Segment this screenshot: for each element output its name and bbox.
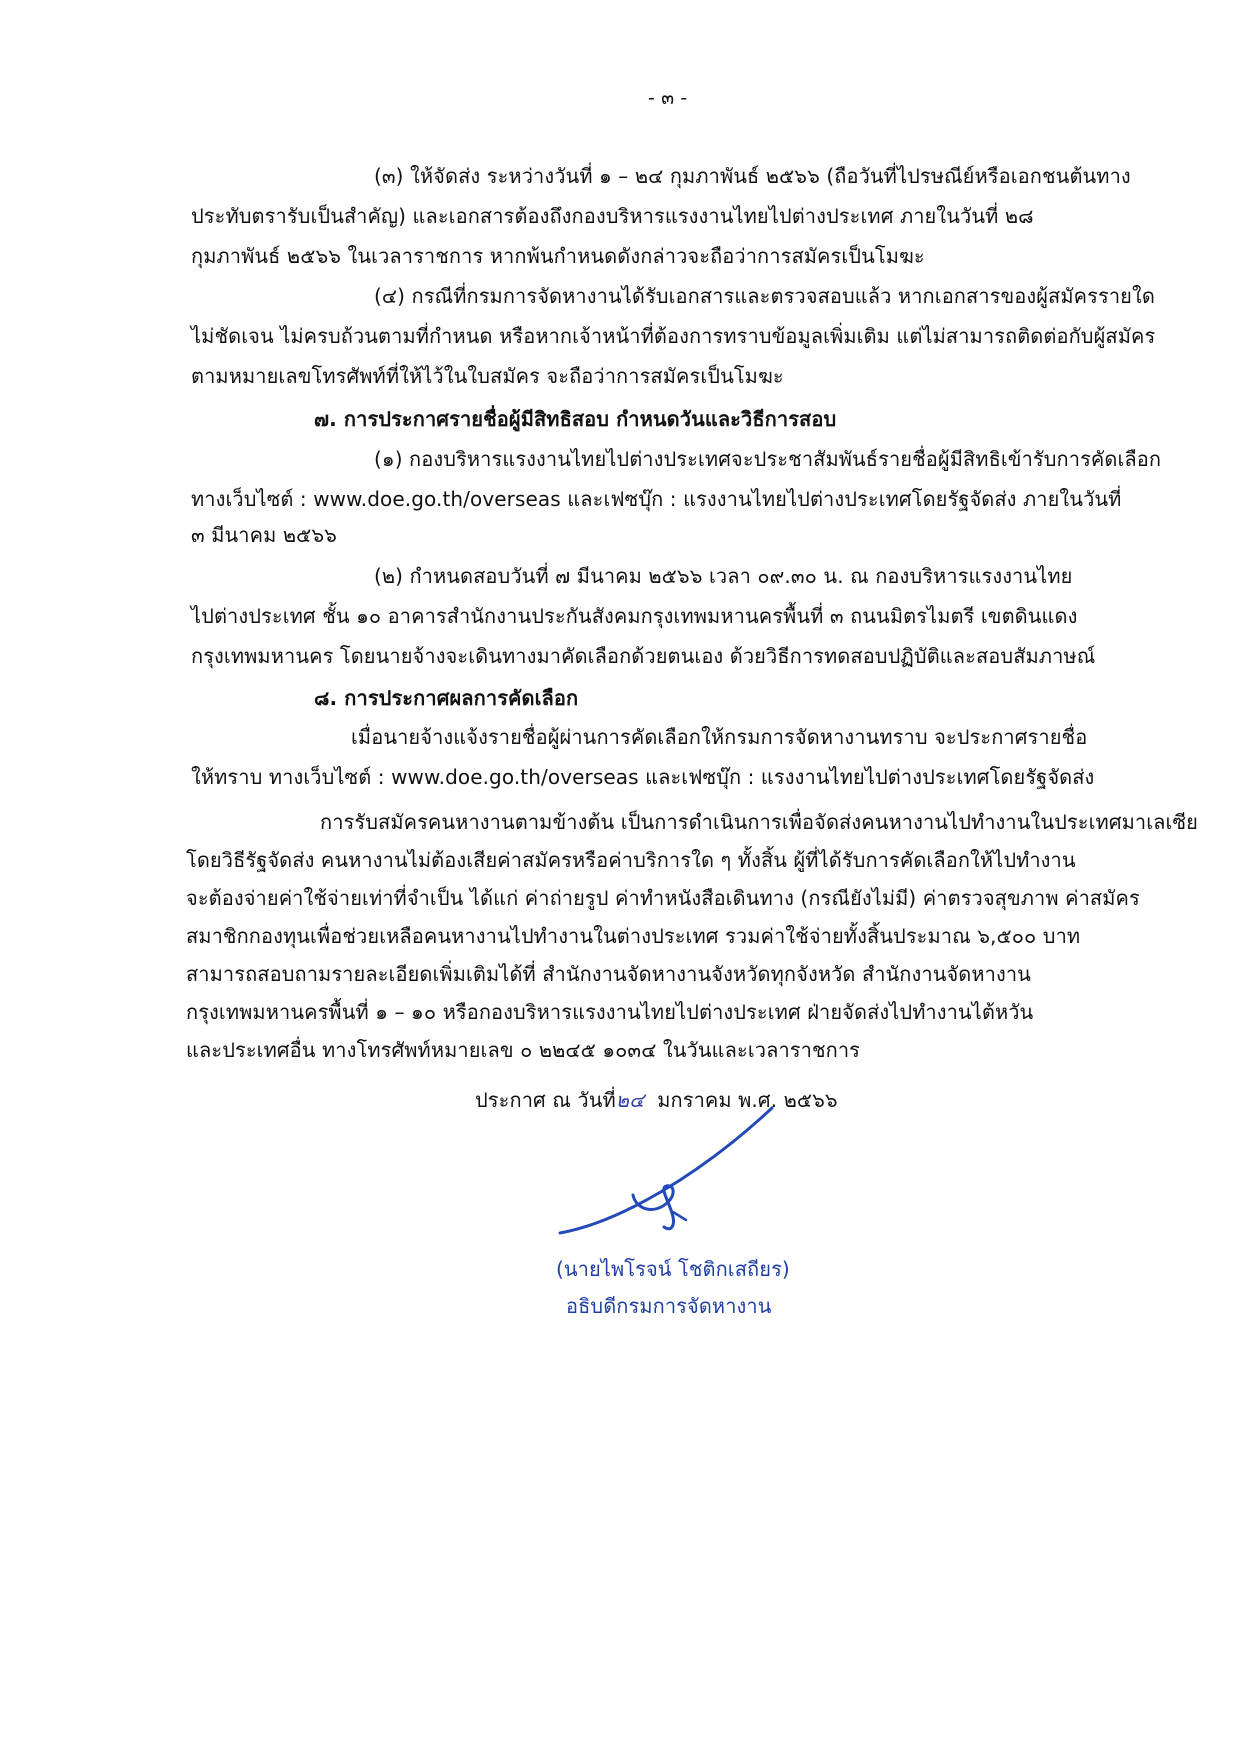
paragraph-line: ให้ทราบ ทางเว็บไซต์ : www.doe.go.th/overseas และเฟซบุ๊ก : แรงงานไทยไปต่างประเทศโดยรัฐจัดส่ง xyxy=(191,765,1095,789)
paragraph-line: (๒) กำหนดสอบวันที่ ๗ มีนาคม ๒๕๖๖ เวลา ๐๙.๓๐ น. ณ กองบริหารแรงงานไทย xyxy=(374,564,1073,588)
paragraph-line: ประทับตรารับเป็นสำคัญ) และเอกสารต้องถึงกองบริหารแรงงานไทยไปต่างประเทศ ภายในวันที่ ๒๘ xyxy=(191,204,1034,228)
section7-heading: ๗. การประกาศรายชื่อผู้มีสิทธิสอบ กำหนดวันและวิธีการสอบ xyxy=(314,407,837,431)
announcement-prefix: ประกาศ ณ วันที่ xyxy=(475,1088,616,1112)
paragraph-line: จะต้องจ่ายค่าใช้จ่ายเท่าที่จำเป็น ได้แก่ ค่าถ่ายรูป ค่าทำหนังสือเดินทาง (กรณียังไม่มี) ค่าตรวจสุขภาพ ค่าสมัคร xyxy=(186,886,1140,910)
paragraph-line: เมื่อนายจ้างแจ้งรายชื่อผู้ผ่านการคัดเลือกให้กรมการจัดหางานทราบ จะประกาศรายชื่อ xyxy=(351,725,1088,749)
paragraph-line: ตามหมายเลขโทรศัพท์ที่ให้ไว้ในใบสมัคร จะถือว่าการสมัครเป็นโมฆะ xyxy=(191,364,784,388)
section8-heading: ๘. การประกาศผลการคัดเลือก xyxy=(314,686,579,710)
paragraph-line: ทางเว็บไซต์ : www.doe.go.th/overseas และเฟซบุ๊ก : แรงงานไทยไปต่างประเทศโดยรัฐจัดส่ง ภายในวันที่ xyxy=(191,487,1122,511)
signatory-title: อธิบดีกรมการจัดหางาน xyxy=(566,1294,772,1318)
paragraph-line: สมาชิกกองทุนเพื่อช่วยเหลือคนหางานไปทำงานในต่างประเทศ รวมค่าใช้จ่ายทั้งสิ้นประมาณ ๖,๕๐๐ บาท xyxy=(186,924,1081,948)
paragraph-line: ๓ มีนาคม ๒๕๖๖ xyxy=(191,523,337,547)
paragraph-line: ไม่ชัดเจน ไม่ครบถ้วนตามที่กำหนด หรือหากเจ้าหน้าที่ต้องการทราบข้อมูลเพิ่มเติม แต่ไม่สามารถติดต่อกับผู้สมัคร xyxy=(191,324,1156,348)
paragraph-line: สามารถสอบถามรายละเอียดเพิ่มเติมได้ที่ สำนักงานจัดหางานจังหวัดทุกจังหวัด สำนักงานจัดหางาน xyxy=(186,962,1031,986)
paragraph-line: (๑) กองบริหารแรงงานไทยไปต่างประเทศจะประชาสัมพันธ์รายชื่อผู้มีสิทธิเข้ารับการคัดเลือก xyxy=(374,447,1162,471)
announcement-day: ๒๔ xyxy=(615,1088,645,1112)
paragraph-line: กรุงเทพมหานครพื้นที่ ๑ – ๑๐ หรือกองบริหารแรงงานไทยไปต่างประเทศ ฝ่ายจัดส่งไปทำงานไต้หวัน xyxy=(186,1000,1034,1024)
paragraph-line: โดยวิธีรัฐจัดส่ง คนหางานไม่ต้องเสียค่าสมัครหรือค่าบริการใด ๆ ทั้งสิ้น ผู้ที่ได้รับการคัดเลือกให้ไปทำงาน xyxy=(186,848,1076,872)
paragraph-line: ไปต่างประเทศ ชั้น ๑๐ อาคารสำนักงานประกันสังคมกรุงเทพมหานครพื้นที่ ๓ ถนนมิตรไมตรี เขตดินแดง xyxy=(191,604,1078,628)
signatory-name: (นายไพโรจน์ โชติกเสถียร) xyxy=(556,1257,790,1281)
paragraph-line: (๔) กรณีที่กรมการจัดหางานได้รับเอกสารและตรวจสอบแล้ว หากเอกสารของผู้สมัครรายใด xyxy=(374,284,1155,308)
page-number: - ๓ - xyxy=(648,87,688,109)
paragraph-line: กุมภาพันธ์ ๒๕๖๖ ในเวลาราชการ หากพ้นกำหนดดังกล่าวจะถือว่าการสมัครเป็นโมฆะ xyxy=(191,244,925,268)
paragraph-line: การรับสมัครคนหางานตามข้างต้น เป็นการดำเนินการเพื่อจัดส่งคนหางานไปทำงานในประเทศมาเลเซีย xyxy=(320,810,1198,834)
announcement-suffix: มกราคม พ.ศ. ๒๕๖๖ xyxy=(657,1088,838,1112)
paragraph-line: และประเทศอื่น ทางโทรศัพท์หมายเลข ๐ ๒๒๔๕ ๑๐๓๔ ในวันและเวลาราชการ xyxy=(186,1038,861,1062)
paragraph-line: กรุงเทพมหานคร โดยนายจ้างจะเดินทางมาคัดเลือกด้วยตนเอง ด้วยวิธีการทดสอบปฏิบัติและสอบสัมภาษณ์ xyxy=(191,644,1096,668)
paragraph-line: (๓) ให้จัดส่ง ระหว่างวันที่ ๑ – ๒๔ กุมภาพันธ์ ๒๕๖๖ (ถือวันที่ไปรษณีย์หรือเอกชนต้นทาง xyxy=(374,164,1131,188)
